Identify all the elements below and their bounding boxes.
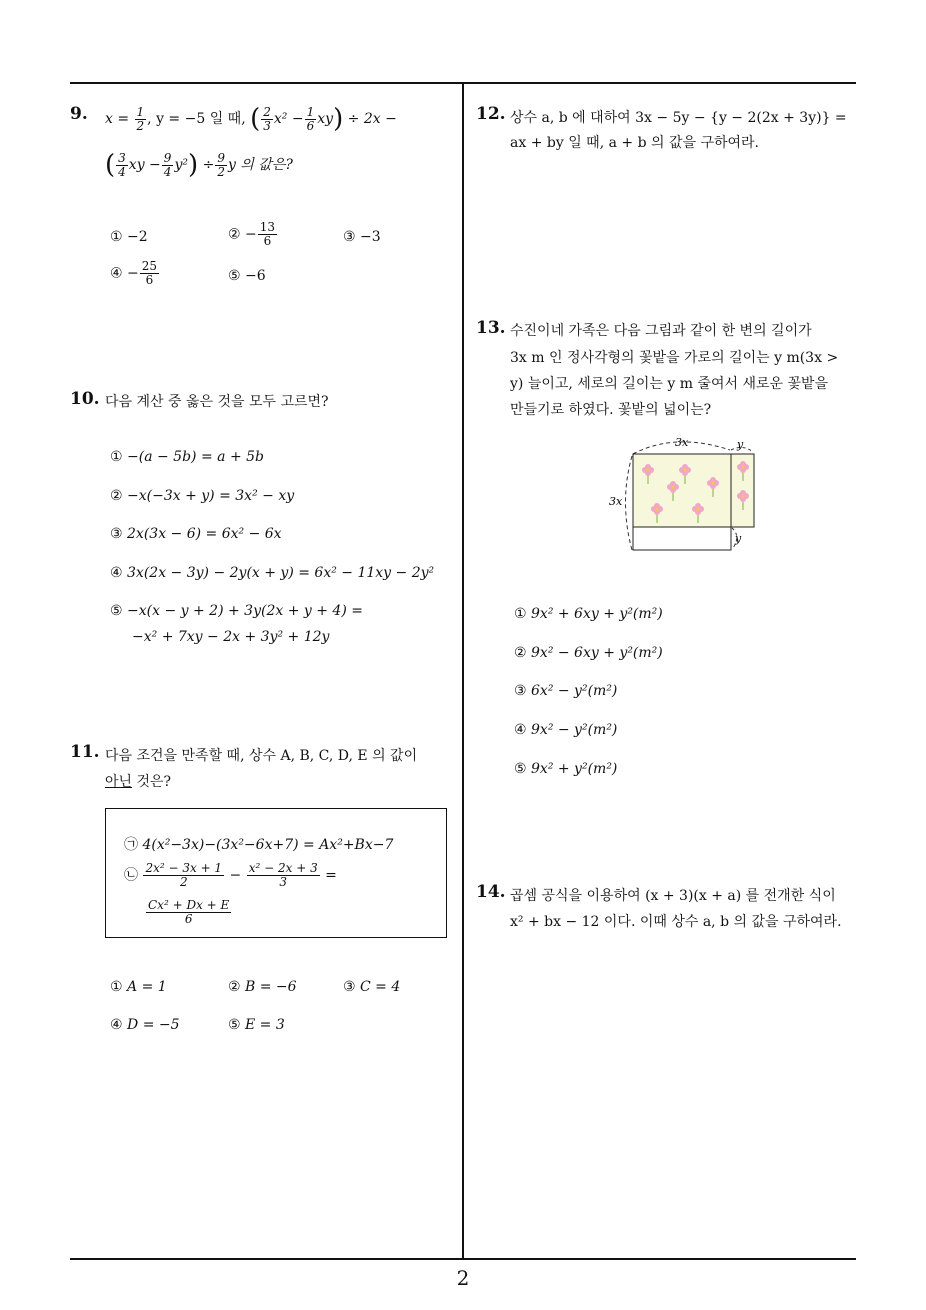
- q11-line1: 다음 조건을 만족할 때, 상수 A, B, C, D, E 의 값이: [105, 748, 418, 764]
- q11-choice-5[interactable]: ⑤ E = 3: [228, 1017, 285, 1033]
- q13-line2: 3x m 인 정사각형의 꽃밭을 가로의 길이는 y m(3x >: [510, 350, 839, 366]
- q10-choice-1[interactable]: ① −(a − 5b) = a + 5b: [110, 449, 264, 465]
- q11-line2: 아닌 것은?: [105, 774, 172, 790]
- q12-line2: ax + by 일 때, a + b 의 값을 구하여라.: [510, 135, 760, 151]
- page-number: 2: [456, 1266, 470, 1290]
- q9-choice-2[interactable]: ② − $\frac{13}{6}$: [228, 220, 276, 248]
- q9-choice-1[interactable]: ① −2: [110, 229, 148, 245]
- q13-choice-1[interactable]: ① 9x² + 6xy + y²(m²): [514, 606, 663, 622]
- q10-choice-4[interactable]: ④ 3x(2x − 3y) − 2y(x + y) = 6x² − 11xy − 2y²: [110, 565, 435, 581]
- q10-choice-3[interactable]: ③ 2x(3x − 6) = 6x² − 6x: [110, 526, 282, 542]
- q11-choice-4[interactable]: ④ D = −5: [110, 1017, 180, 1033]
- q14-number: 14.: [476, 882, 506, 902]
- q9-choice-5[interactable]: ⑤ −6: [228, 268, 266, 284]
- q10-choice-2[interactable]: ② −x(−3x + y) = 3x² − xy: [110, 488, 295, 504]
- q13-choice-3[interactable]: ③ 6x² − y²(m²): [514, 683, 618, 699]
- q13-line4: 만들기로 하였다. 꽃밭의 넓이는?: [510, 402, 712, 418]
- bottom-rule: [70, 1258, 856, 1260]
- q12-line1: 상수 a, b 에 대하여 3x − 5y − {y − 2(2x + 3y)} =: [510, 110, 847, 126]
- q9-number: 9.: [70, 104, 88, 124]
- fig-label-y-top: y: [737, 438, 744, 451]
- q11-condition-2: ㉡ $\frac{\text{2x² − 3x + 1}}{2}$ − $\frac{\text{x² − 2x + 3}}{3}$ =: [124, 861, 337, 889]
- q9-choice-3[interactable]: ③ −3: [343, 229, 381, 245]
- q9-line2: ( $\frac{3}{4}$ xy − $\frac{9}{4}$ y²) ÷ $\frac{9}{2}$ y 의 값은?: [105, 150, 293, 180]
- fig-label-y-bottom: y: [735, 532, 742, 545]
- fig-label-top: 3x: [675, 436, 689, 449]
- q10-choice-5[interactable]: ⑤ −x(x − y + 2) + 3y(2x + y + 4) =: [110, 603, 363, 619]
- q11-number: 11.: [70, 742, 100, 762]
- fig-label-left: 3x: [609, 495, 623, 508]
- q14-line2: x² + bx − 12 이다. 이때 상수 a, b 의 값을 구하여라.: [510, 914, 842, 930]
- q13-line3: y) 늘이고, 세로의 길이는 y m 줄여서 새로운 꽃밭을: [510, 376, 829, 392]
- q11-choice-2[interactable]: ② B = −6: [228, 979, 297, 995]
- garden-figure: [605, 432, 775, 557]
- q13-choice-5[interactable]: ⑤ 9x² + y²(m²): [514, 761, 618, 777]
- q10-choice-5-cont: −x² + 7xy − 2x + 3y² + 12y: [132, 629, 330, 645]
- q9-line1: x = $\frac{1}{2}$ , y = −5 일 때, ( $\frac{2}{3}$ x² − $\frac{1}{6}$ xy) ÷ 2x −: [105, 104, 397, 134]
- q13-number: 13.: [476, 318, 506, 338]
- q14-line1: 곱셈 공식을 이용하여 (x + 3)(x + a) 를 전개한 식이: [510, 888, 836, 904]
- q13-choice-4[interactable]: ④ 9x² − y²(m²): [514, 722, 618, 738]
- q13-line1: 수진이네 가족은 다음 그림과 같이 한 변의 길이가: [510, 323, 812, 339]
- q13-choice-2[interactable]: ② 9x² − 6xy + y²(m²): [514, 645, 663, 661]
- q10-number: 10.: [70, 389, 100, 409]
- column-divider: [462, 82, 464, 1260]
- q9-choice-4[interactable]: ④ − $\frac{25}{6}$: [110, 259, 158, 287]
- q11-condition-2-rhs: $\frac{\text{Cx² + Dx + E}}{6}$: [148, 898, 230, 926]
- q11-condition-1: ㉠ 4(x²−3x)−(3x²−6x+7) = Ax²+Bx−7: [124, 837, 394, 853]
- q11-choice-1[interactable]: ① A = 1: [110, 979, 167, 995]
- q11-choice-3[interactable]: ③ C = 4: [343, 979, 401, 995]
- q12-number: 12.: [476, 104, 506, 124]
- q10-text: 다음 계산 중 옳은 것을 모두 고르면?: [105, 394, 329, 410]
